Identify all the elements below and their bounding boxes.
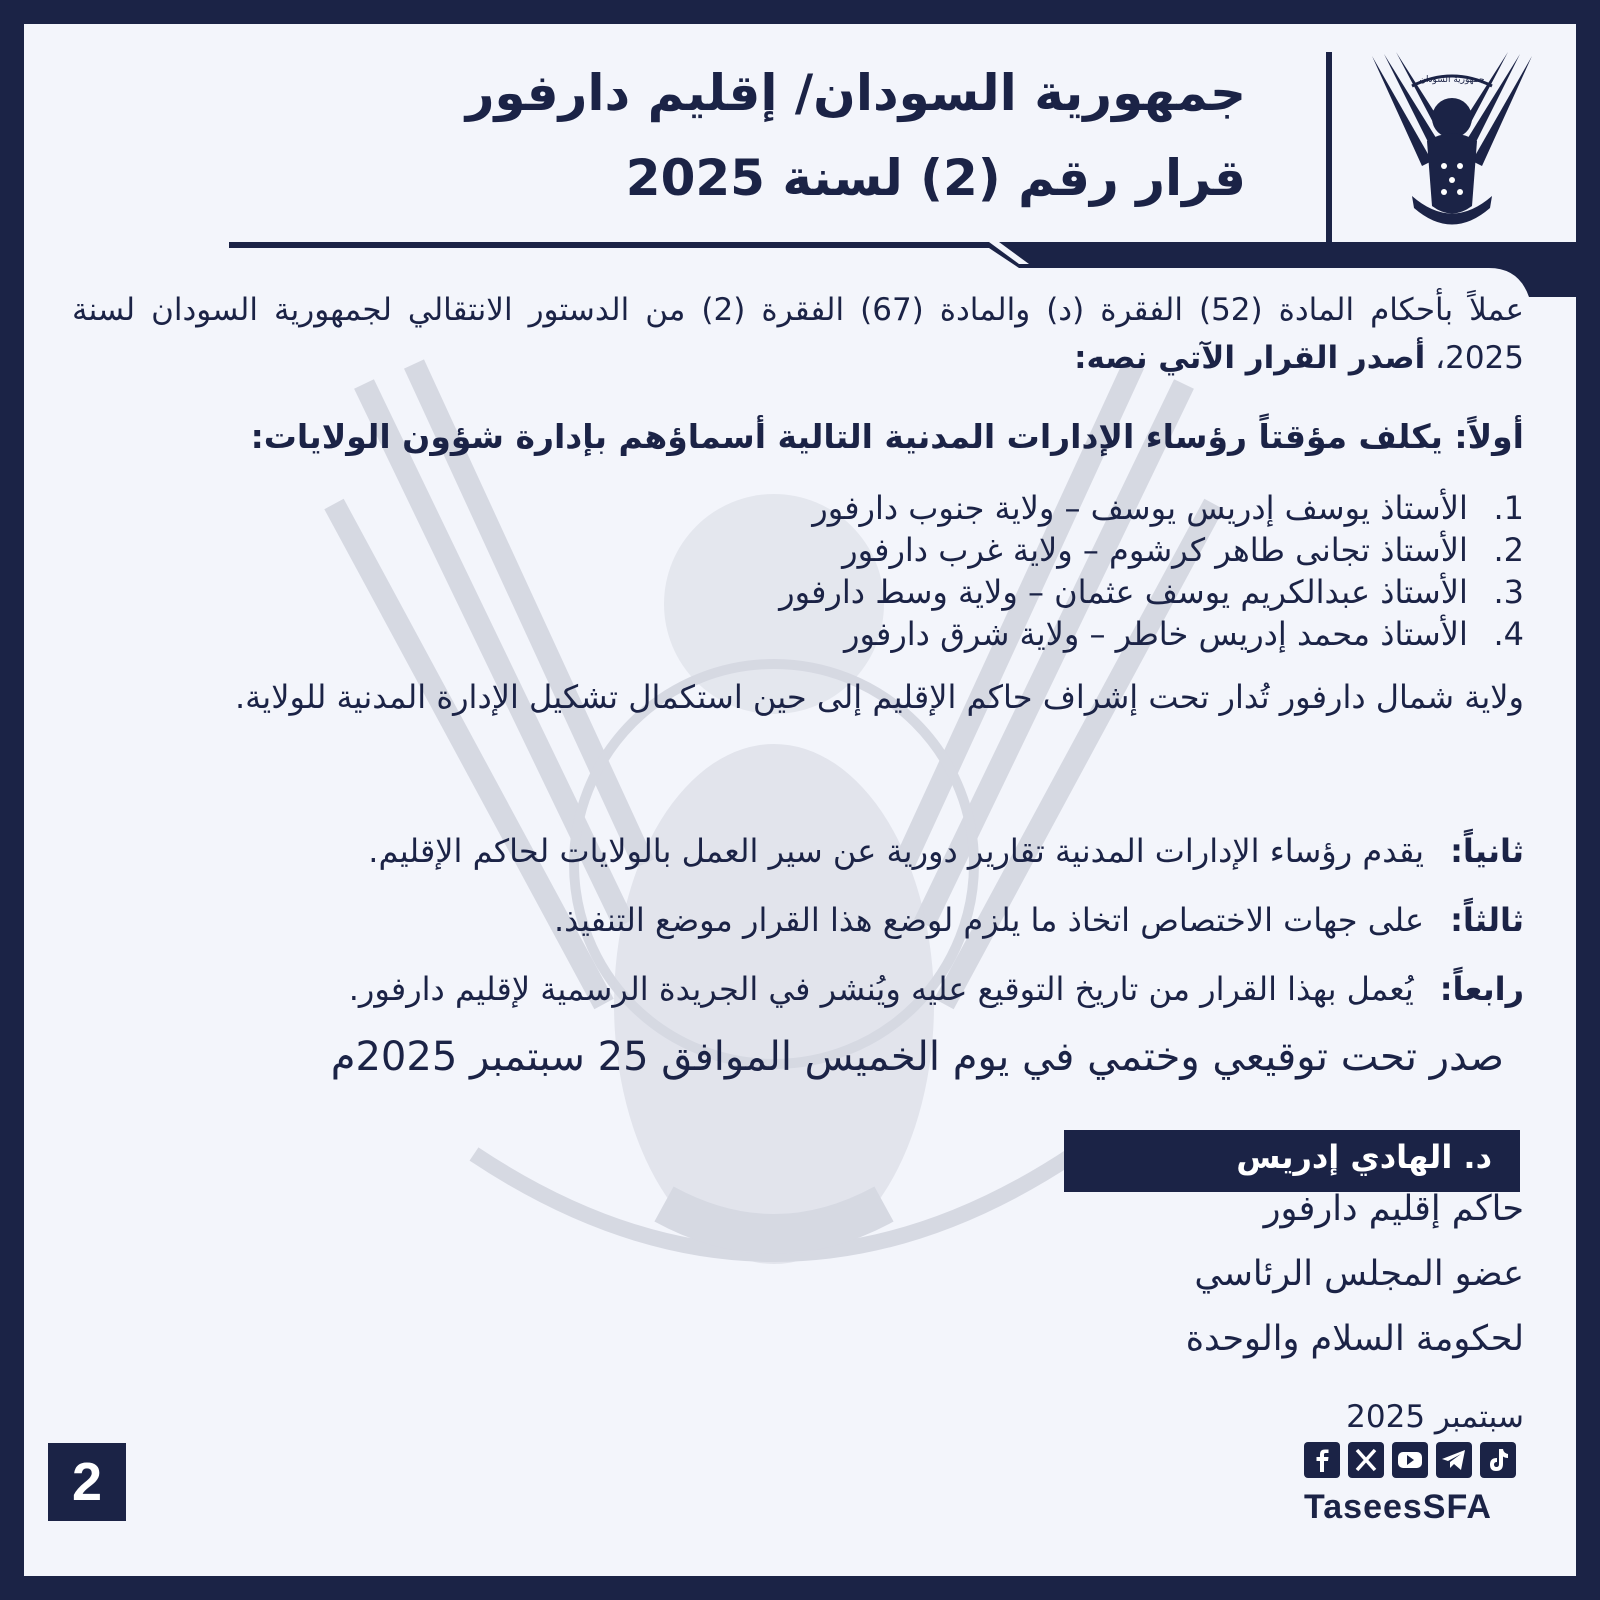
intro-paragraph <box>72 286 1524 382</box>
list-item <box>779 529 1524 571</box>
list-item <box>779 487 1524 529</box>
third-clause <box>72 901 1524 939</box>
list-item-number: 3. <box>1493 573 1524 611</box>
second-clause <box>72 832 1524 870</box>
signature-date: سبتمبر 2025 <box>1346 1399 1524 1435</box>
list-item-number: 2. <box>1493 531 1524 569</box>
sudan-emblem-logo <box>1372 46 1532 246</box>
list-item-text: الأستاذ يوسف إدريس يوسف – ولاية جنوب دارفور <box>812 489 1468 527</box>
page-title: جمهورية السودان/ إقليم دارفور <box>465 64 1246 122</box>
account-handle: TaseesSFA <box>1304 1488 1492 1526</box>
clause-text: يقدم رؤساء الإدارات المدنية تقارير دورية عن سير العمل بالولايات لحاكم الإقليم. <box>368 832 1425 870</box>
list-item <box>779 571 1524 613</box>
signatory-title-1: حاكم إقليم دارفور <box>1263 1189 1524 1229</box>
north-darfur-note: ولاية شمال دارفور تُدار تحت إشراف حاكم الإقليم إلى حين استكمال تشكيل الإدارة المدنية للولاية. <box>234 678 1524 716</box>
x-icon[interactable] <box>1348 1442 1384 1478</box>
fourth-clause <box>72 970 1524 1008</box>
clause-label: رابعاً: <box>1439 970 1524 1008</box>
signatory-name: د. الهادي إدريس <box>1236 1138 1492 1176</box>
svg-text:جمهورية السودان: جمهورية السودان <box>1419 75 1485 85</box>
clause-label: ثالثاً: <box>1450 901 1524 939</box>
header-divider <box>1326 52 1332 242</box>
clause-text: يُعمل بهذا القرار من تاريخ التوقيع عليه ويُنشر في الجريدة الرسمية لإقليم دارفور. <box>348 970 1414 1008</box>
list-item-text: الأستاذ محمد إدريس خاطر – ولاية شرق دارفور <box>844 615 1468 653</box>
tiktok-icon[interactable] <box>1480 1442 1516 1478</box>
list-item-text: الأستاذ تجانى طاهر كرشوم – ولاية غرب دارفور <box>842 531 1468 569</box>
intro-text: عملاً بأحكام المادة (52) الفقرة (د) والمادة (67) الفقرة (2) من الدستور الانتقالي لجمهورية السودان لسنة 2025، <box>72 292 1524 376</box>
decision-number: قرار رقم (2) لسنة 2025 <box>625 149 1246 207</box>
list-item <box>779 613 1524 655</box>
clause-label: ثانياً: <box>1450 832 1524 870</box>
list-item-number: 4. <box>1493 615 1524 653</box>
header <box>24 24 1576 274</box>
list-item-text: الأستاذ عبدالكريم يوسف عثمان – ولاية وسط دارفور <box>779 573 1468 611</box>
social-icons <box>1304 1442 1524 1478</box>
first-clause-heading: أولاً: يكلف مؤقتاً رؤساء الإدارات المدنية التالية أسماؤهم بإدارة شؤون الولايات: <box>250 417 1524 456</box>
intro-bold-tail: أصدر القرار الآتي نصه: <box>1074 340 1426 376</box>
youtube-icon[interactable] <box>1392 1442 1428 1478</box>
issued-statement: صدر تحت توقيعي وختمي في يوم الخميس الموافق 25 سبتمبر 2025م <box>330 1034 1504 1080</box>
signatory-name-bar <box>1064 1130 1520 1192</box>
list-item-number: 1. <box>1493 489 1524 527</box>
clause-text: على جهات الاختصاص اتخاذ ما يلزم لوضع هذا القرار موضع التنفيذ. <box>554 901 1425 939</box>
appointees-list <box>779 487 1524 655</box>
facebook-icon[interactable] <box>1304 1442 1340 1478</box>
document-card <box>24 24 1576 1576</box>
signatory-title-2: عضو المجلس الرئاسي <box>1194 1254 1524 1294</box>
signatory-title-3: لحكومة السلام والوحدة <box>1185 1319 1524 1359</box>
telegram-icon[interactable] <box>1436 1442 1472 1478</box>
page-number: 2 <box>48 1443 126 1521</box>
